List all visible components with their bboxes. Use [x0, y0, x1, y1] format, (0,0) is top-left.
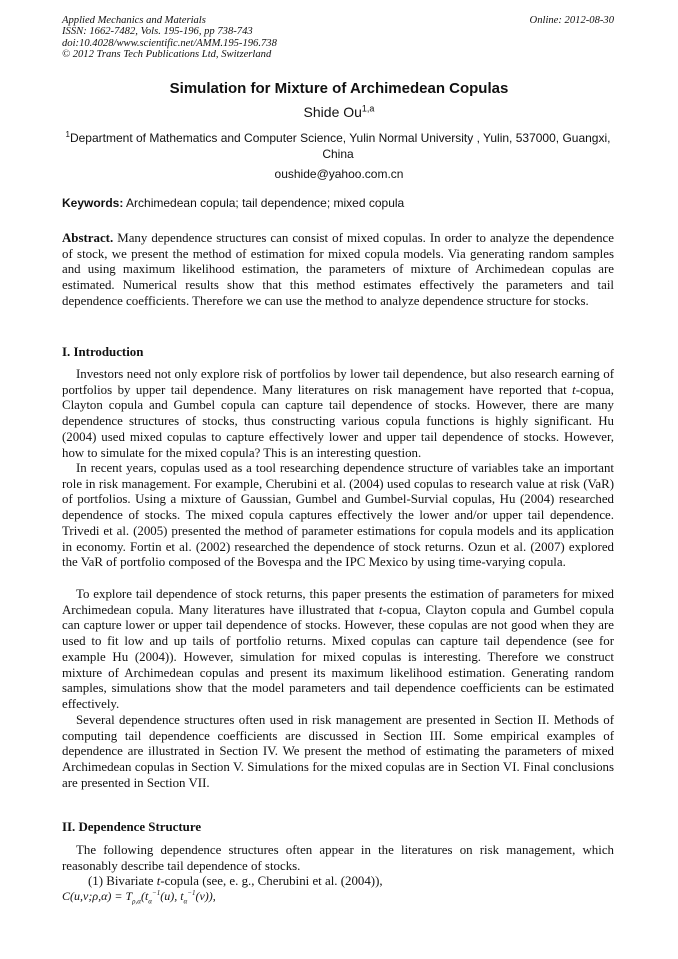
journal-header [62, 15, 614, 61]
intro-paragraph-2: In recent years, copulas used as a tool researching dependence structure of variables take an important role in risk management. For example, Cherubini et al. (2004) used copulas to research value at risk (VaR) of portfolios. Using a mixture of Gaussian, Gumbel and Gumbel-Survial copulas, Hu (2004) researched dependence of stocks. The mixed copula captures effectively the lower and/or upper tail dependence. Trivedi et al. (2005) presented the method of parameter estimations for copula models and its application in economy. Fortin et al. (2002) researched the dependence of stock returns. Ozun et al. (2007) explored the VaR of portfolio composed of the Bovespa and the IPC Mexico by using time-varying copula. [62, 461, 614, 570]
paper-title: Simulation for Mixture of Archimedean Copulas [169, 80, 509, 97]
section-heading-dependence-structure: II. Dependence Structure [62, 820, 202, 834]
intro-paragraph-1: Investors need not only explore risk of portfolios by lower tail dependence, but also research earning of portfolios by upper tail dependence. Many literatures on risk management have reported that t-copua, Clayton copula and Gumbel copula can capture tail dependence of stocks. However, there are many dependence structures of stocks, thus constructing various copula functions is highly significant. Hu (2004) used mixed copulas to capture effectively lower and upper tail dependence of stocks. However, how to simulate for the mixed copula? This is an interesting question. [62, 367, 614, 460]
copyright-line: © 2012 Trans Tech Publications Ltd, Switzerland [62, 49, 272, 61]
abstract-text: Many dependence structures can consist of mixed copulas. In order to analyze the dependence of stock, we present the method of estimation for mixed copula models. Via generating random samples and using maximum likelihood estimation, the parameters of mixture of Archimedean copulas are estimated. Numerical results show that this method estimates effectively the parameters and tail dependence coefficients. Therefore we can use the method to analyze dependence structure for stocks. [62, 231, 614, 308]
abstract-label: Abstract. [62, 231, 114, 245]
journal-name: Applied Mechanics and Materials [62, 15, 206, 26]
affiliation [62, 131, 614, 162]
abstract [62, 231, 614, 310]
intro-paragraph-3: To explore tail dependence of stock returns, this paper presents the estimation of parameters for mixed Archimedean copula. Many literatures have illustrated that t-copua, Clayton copula and Gumbel copula can capture lower or upper tail dependence of stocks. However, these copulas are not good when they are used to fit low and up tails of portfolio returns. Mixed copulas can capture tail dependence (see for example Hu (2004)). However, simulation for mixed copulas is interesting. Therefore we construct mixture of Archimedean copulas and present its maximum likelihood estimation. Generating random samples, simulations show that the model parameters and tail dependence coefficients can be estimated effectively. [62, 587, 614, 711]
online-date: Online: 2012-08-30 [529, 15, 614, 26]
intro-paragraph-4: Several dependence structures often used in risk management are presented in Section II. Methods of computing tail dependence coefficients are discussed in Section III. Some empirical examples of dependence are illustrated in Section IV. We present the method of estimating the parameters of mixed Archimedean copulas in Section V. Simulations for the mixed copulas are in Section VI. Final conclusions are presented in Section VII. [62, 713, 614, 790]
dependence-paragraph-1: The following dependence structures often appear in the literatures on risk management, which reasonably describe tail dependence of stocks. [62, 843, 614, 873]
t-copula-equation: C(u,v;ρ,α) = $T_{\rho,\alpha}(t_\alpha^{-1}(u)$, $t_\alpha^{-1}(v)$), [62, 889, 216, 906]
affiliation-superscript: 1 [65, 130, 70, 139]
keywords-text: Archimedean copula; tail dependence; mixed copula [126, 196, 405, 210]
keywords-label: Keywords: [62, 196, 124, 210]
affiliation-text: Department of Mathematics and Computer Science, Yulin Normal University , Yulin, 537000, Guangxi, China [69, 131, 611, 161]
section-heading-introduction: I. Introduction [62, 345, 144, 359]
author-email: oushide@yahoo.com.cn [274, 167, 404, 181]
issn-line: ISSN: 1662-7482, Vols. 195-196, pp 738-743 [62, 26, 253, 38]
keywords [62, 196, 404, 210]
bivariate-t-copula-item: (1) Bivariate t-copula (see, e. g., Cherubini et al. (2004)), [88, 874, 383, 888]
author-superscript: 1,a [361, 103, 375, 114]
author-name: Shide Ou [303, 104, 362, 120]
author-line [0, 104, 678, 120]
doi-line: doi:10.4028/www.scientific.net/AMM.195-196.738 [62, 37, 277, 49]
